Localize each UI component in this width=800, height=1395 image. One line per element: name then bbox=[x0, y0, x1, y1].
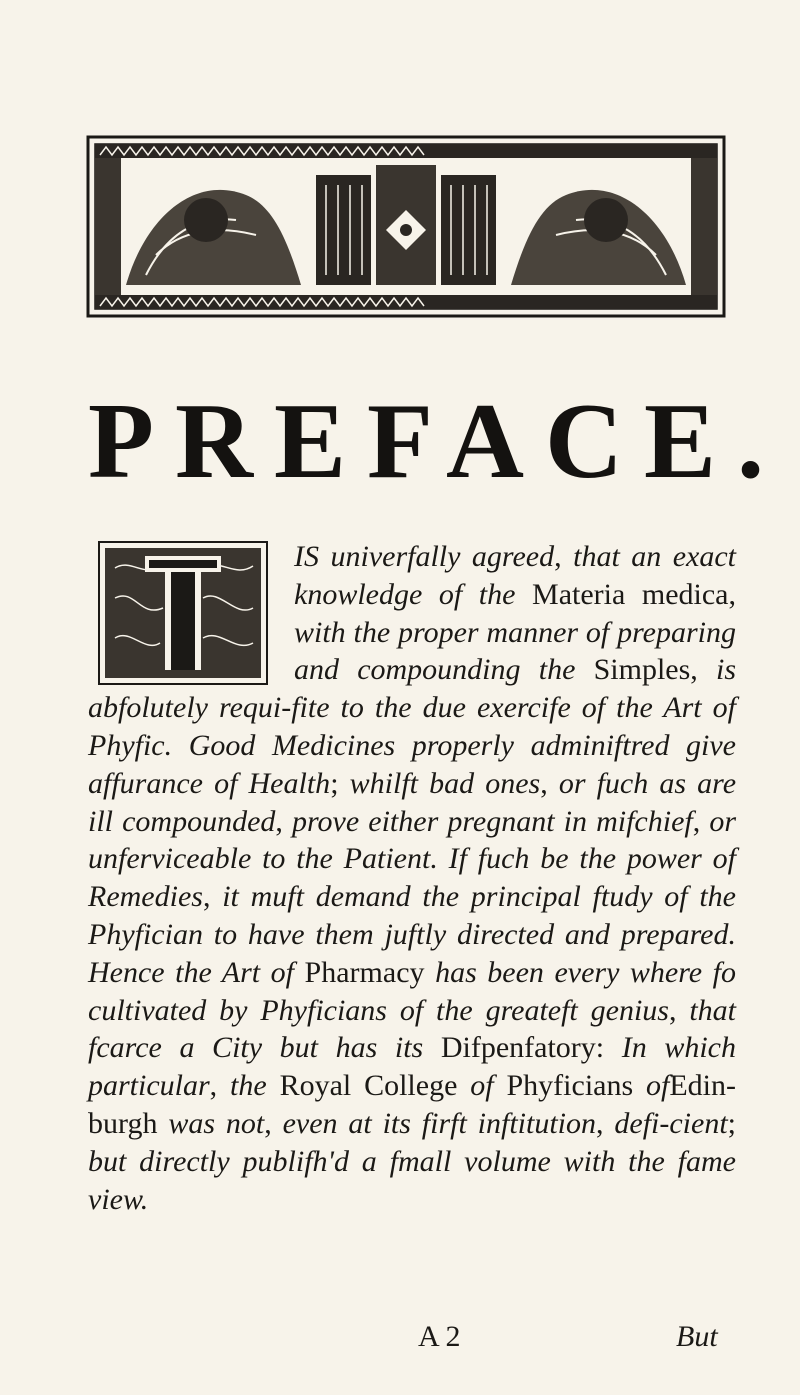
text-run: , bbox=[540, 766, 559, 800]
text-run: , bbox=[202, 880, 223, 914]
text-run: , bbox=[275, 804, 292, 838]
text-run: Pharmacy bbox=[294, 955, 436, 989]
preface-body bbox=[88, 538, 736, 1218]
text-run: has been every where fo cultivated by Phyficians of the greateft genius bbox=[88, 955, 737, 1027]
text-run: , bbox=[692, 804, 710, 838]
text-run: Materia medica, bbox=[515, 577, 736, 611]
text-run: with the proper manner of preparing and compounding bbox=[294, 615, 736, 687]
text-run: or unferviceable to the Patient. If fuch be the power of Remedies bbox=[88, 804, 736, 914]
text-run: Edin-burgh bbox=[88, 1069, 737, 1140]
text-run: that fcarce a City but has its bbox=[88, 993, 737, 1065]
text-run: , bbox=[596, 1106, 615, 1140]
text-run: it muft demand the principal ftudy of the Phyfician to have them juftly directed and prepared. Hence the Art of bbox=[88, 880, 736, 989]
text-run: Royal College bbox=[266, 1069, 471, 1103]
text-run: was not bbox=[168, 1106, 265, 1140]
headpiece-ornament bbox=[86, 135, 726, 318]
text-run: univerfally agreed bbox=[319, 540, 555, 573]
text-run: ; bbox=[330, 766, 350, 800]
text-run: of bbox=[646, 1069, 670, 1103]
text-run: or fuch as are ill compounded bbox=[88, 766, 737, 838]
initial-space bbox=[88, 538, 284, 686]
text-run: that an exact knowledge of the bbox=[294, 540, 737, 611]
text-run: ; bbox=[727, 1106, 737, 1140]
text-run: , bbox=[264, 1106, 283, 1140]
text-run: defi-cient bbox=[614, 1106, 728, 1140]
text-run: In which particular bbox=[88, 1031, 736, 1103]
text-run: , bbox=[209, 1069, 231, 1103]
text-run: of bbox=[470, 1069, 494, 1103]
text-run: but directly publifh'd a fmall volume with the fame view. bbox=[88, 1144, 736, 1216]
text-run: IS bbox=[294, 540, 319, 573]
text-run: Phyficians bbox=[493, 1069, 647, 1103]
text-run: whilft bad ones bbox=[349, 766, 541, 800]
text-run: Difpenfatory: bbox=[423, 1031, 622, 1065]
text-run: , bbox=[668, 993, 690, 1027]
text-run: the bbox=[520, 653, 594, 687]
text-run: prove either pregnant in mifchief bbox=[292, 804, 693, 838]
text-run: even at its firft inftitution bbox=[282, 1106, 597, 1140]
text-run: , bbox=[554, 540, 574, 573]
catchword: But bbox=[676, 1320, 718, 1353]
preface-title: PREFACE. bbox=[88, 382, 785, 501]
text-run: is abfolutely requi-fite to the due exercife of the Art of Phyfic. Good Medicines properly adminiftred give affurance of Health bbox=[88, 653, 736, 800]
text-run: Simples, bbox=[593, 653, 716, 687]
page-footer bbox=[0, 1320, 800, 1360]
signature-mark: A 2 bbox=[418, 1320, 461, 1353]
text-run: the bbox=[230, 1069, 267, 1103]
